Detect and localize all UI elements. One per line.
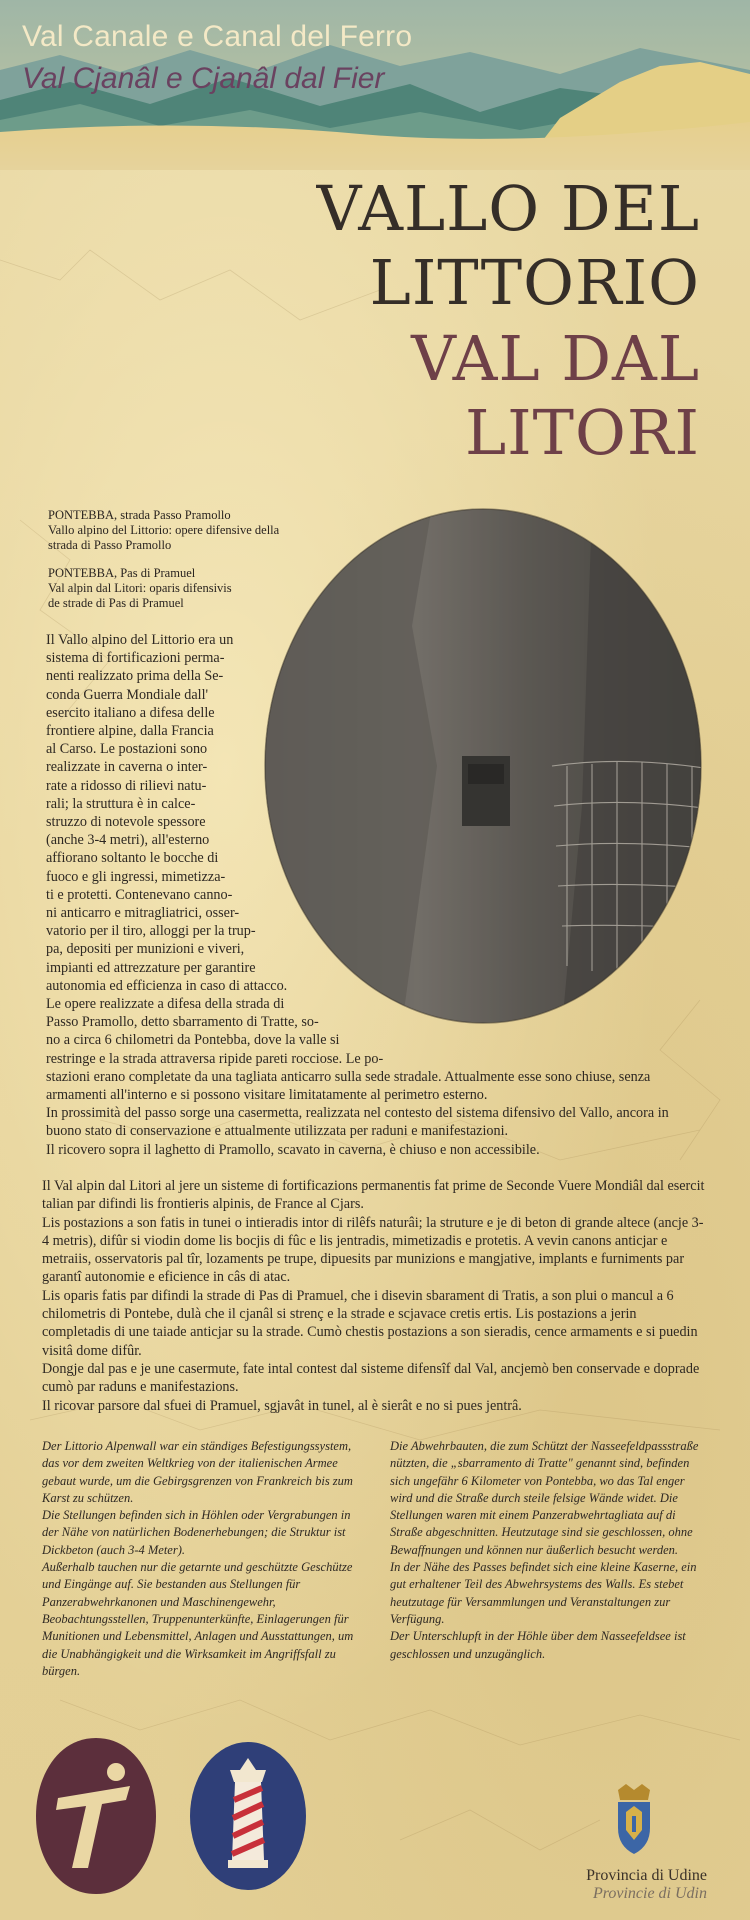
text-italian-line: impianti ed attrezzature per garantire: [46, 959, 256, 976]
header-banner: [0, 0, 750, 170]
title-friulian-line2: LITORI: [464, 396, 700, 469]
text-italian-line: frontiere alpine, dalla Francia: [46, 723, 214, 740]
text-italian-paragraph: In prossimità del passo sorge una casermetta, realizzata nel contesto del sistema difensivo del Vallo, ancora in buono stato di conservazione e attualmente utilizzata per raduni e manifestazioni.: [46, 1105, 669, 1140]
text-friulian-paragraph: Il Val alpin dal Litori al jere un sisteme di fortificazions permanentis fat prime de Seconde Vuere Mondiâl dal esercit talian par difindi lis frontieris alpinis, de France al Cjars.: [42, 1178, 705, 1213]
province-name-italian: Provincia di Udine: [586, 1867, 707, 1884]
caption-italian: [48, 508, 338, 553]
text-italian-line: Il Vallo alpino del Littorio era un: [46, 632, 234, 648]
header-region-italian: Val Canale e Canal del Ferro: [22, 20, 413, 53]
title-friulian: [411, 322, 700, 470]
text-italian-paragraph: Il ricovero sopra il laghetto di Pramollo, scavato in caverna, è chiuso e non accessibile.: [46, 1141, 540, 1158]
caption-line: PONTEBBA, strada Passo Pramollo: [48, 508, 231, 522]
text-german-right-column: [390, 1438, 708, 1663]
text-italian-line: realizzate in caverna o inter-: [46, 759, 208, 776]
text-german-paragraph: Außerhalb tauchen nur die getarnte und geschützte Geschütze und Eingänge auf. Sie bestanden aus Stellungen für Panzerabwehrkanonen und Maschinengewehr, Beobachtungsstellen, Truppenunterkünfte, Einlagerungen für Munitionen und Lebensmittel, Anlagen und Ausstattungen, um die Unabhängigkeit und die Wirksamkeit im Angriffsfall zu bürgen.: [42, 1560, 354, 1678]
title-italian-line2: LITTORIO: [369, 246, 700, 319]
text-italian-line: rali; la struttura è in calce-: [46, 795, 196, 812]
text-german-paragraph: Die Abwehrbauten, die zum Schützt der Nasseefeldpassstraße nützten, die „sbarramento di Tratte" genannt sind, befinden sich ungefähr 6 Kilometer von Pontebba, wo das Tal enger wird und die Straße durch steile felsige Wände widet. Die Stellungen waren mit einem Panzerabwehrtagliata auf di Straße abgeschnitten. Heutzutage sind sie geschlossen, ohne Bewaffnungen und können nur äußerlich besucht werden.: [390, 1439, 699, 1557]
text-german-left-column: [42, 1438, 360, 1680]
text-friulian-paragraph: Il ricovar parsore dal sfuei di Pramuel, sgjavât in tunel, al è sierât e no si pues jentrâ.: [42, 1397, 522, 1414]
text-italian-line: no a circa 6 chilometri da Pontebba, dove la valle si: [46, 1032, 340, 1049]
text-italian-line: vatorio per il tiro, alloggi per la trup-: [46, 923, 256, 940]
text-german-paragraph: Der Littorio Alpenwall war ein ständiges Befestigungssystem, das vor dem zweiten Weltkrieg von der italienischen Armee gebaut wurde, um die Gebirgsgrenzen von Frankreich bis zum Karst zu schützen.: [42, 1439, 353, 1505]
text-german-paragraph: Der Unterschlupft in der Höhle über dem Nasseefeldsee ist geschlossen und unzugänglich.: [390, 1629, 686, 1661]
text-italian-line: ti e protetti. Contenevano canno-: [46, 886, 233, 903]
caption-line: Vallo alpino del Littorio: opere difensive della: [48, 523, 280, 537]
text-italian-line: struzzo di notevole spessore: [46, 814, 206, 831]
caption-friulian: [48, 566, 338, 611]
text-italian-paragraph: stazioni erano completate da una tagliata anticarro sulla sede stradale. Attualmente esse sono chiuse, senza armamenti all'interno e si possono visitare limitatamente al perimetro esterno.: [46, 1068, 651, 1104]
province-crest-icon: [612, 1784, 656, 1856]
text-italian-line: esercito italiano a difesa delle: [46, 704, 215, 721]
photo-captions: [48, 508, 338, 624]
text-italian-line: Le opere realizzate a difesa della strada di: [46, 996, 285, 1013]
text-italian-line: restringe e la strada attraversa ripide pareti rocciose. Le po-: [46, 1050, 384, 1067]
title-italian-line1: VALLO DEL: [316, 172, 700, 245]
text-german-paragraph: Die Stellungen befinden sich in Höhlen oder Vergrabungen in der Nähe von natürlichen Bodenerhebungen; die Struktur ist Dickbeton (auch 3-4 Meter).: [42, 1508, 351, 1557]
province-name-friulian: Provincie di Udin: [592, 1885, 707, 1902]
text-italian-line: sistema di fortificazioni perma-: [46, 650, 225, 667]
text-friulian-paragraph: Lis postazions a son fatis in tunei o intieradis intor di rilêfs naturâi; la struture e je di beton di grande altece (ancje 3-4 metris), difûr si viodin dome lis bocjis di fûc e lis jentradis, mimetizadis e protetis. A vevin canons anticjar e metraiis, osservatoris pal tîr, lozaments pe trupe, dipuesits par munizions e mangjative, implants e furniments par garantî autonomie e eficience in câs di atac.: [42, 1214, 704, 1286]
title-italian: [317, 172, 700, 320]
lighthouse-icon: [188, 1740, 308, 1892]
text-german-paragraph: In der Nähe des Passes befindet sich eine kleine Kaserne, ein gut erhaltener Teil des Abwehrsystems des Walls. Es stebet heutzutage für Versammlungen und Veranstaltungen zur Verfügung.: [390, 1560, 697, 1626]
text-italian-line: autonomia ed efficienza in caso di attacco.: [46, 977, 288, 994]
text-italian-line: pa, depositi per munizioni e viveri,: [46, 941, 245, 958]
text-italian-line: (anche 3-4 metri), all'esterno: [46, 832, 210, 849]
tourist-info-icon: [34, 1736, 158, 1896]
title-friulian-line1: VAL DAL: [411, 322, 700, 395]
text-friulian-paragraph: Lis oparis fatis par difindi la strade di Pas di Pramuel, che i disevin sbarament di Tratis, a son plui o mancul a 6 chilometris di Pontebe, dulà che il cjanâl si strenç e la strade e scjavace cretis ertis. Lis postazions a jerin completadis di une taiade anticjar su la strade. Cumò chestis postazions a son sieradis, cence armaments e si puedin visitâ dome difûr.: [42, 1287, 698, 1359]
text-italian-line: conda Guerra Mondiale dall': [46, 686, 209, 703]
caption-line: Val alpin dal Litori: oparis difensivis: [48, 581, 232, 595]
text-friulian-paragraph: Dongje dal pas e je une casermute, fate intal contest dal sisteme difensîf dal Val, ancjemò ben conservade e doprade cumò par raduns e manifestazions.: [42, 1360, 700, 1396]
text-italian-line: Passo Pramollo, detto sbarramento di Tratte, so-: [46, 1014, 319, 1031]
text-italian: [46, 631, 706, 1159]
text-friulian: [42, 1177, 708, 1415]
text-italian-line: fuoco e gli ingressi, mimetizza-: [46, 868, 226, 885]
text-italian-line: al Carso. Le postazioni sono: [46, 741, 208, 758]
text-italian-line: nenti realizzato prima della Se-: [46, 668, 224, 685]
text-italian-line: rate a ridosso di rilievi natu-: [46, 777, 207, 794]
header-region-friulian: Val Cjanâl e Cjanâl dal Fier: [22, 62, 385, 95]
text-italian-line: ni anticarro e mitragliatrici, osser-: [46, 905, 240, 922]
text-italian-wrapped-lines: [46, 631, 706, 1068]
caption-line: PONTEBBA, Pas di Pramuel: [48, 566, 196, 580]
text-italian-line: affiorano soltanto le bocche di: [46, 850, 219, 867]
caption-line: strada di Passo Pramollo: [48, 538, 172, 552]
caption-line: de strade di Pas di Pramuel: [48, 596, 184, 610]
